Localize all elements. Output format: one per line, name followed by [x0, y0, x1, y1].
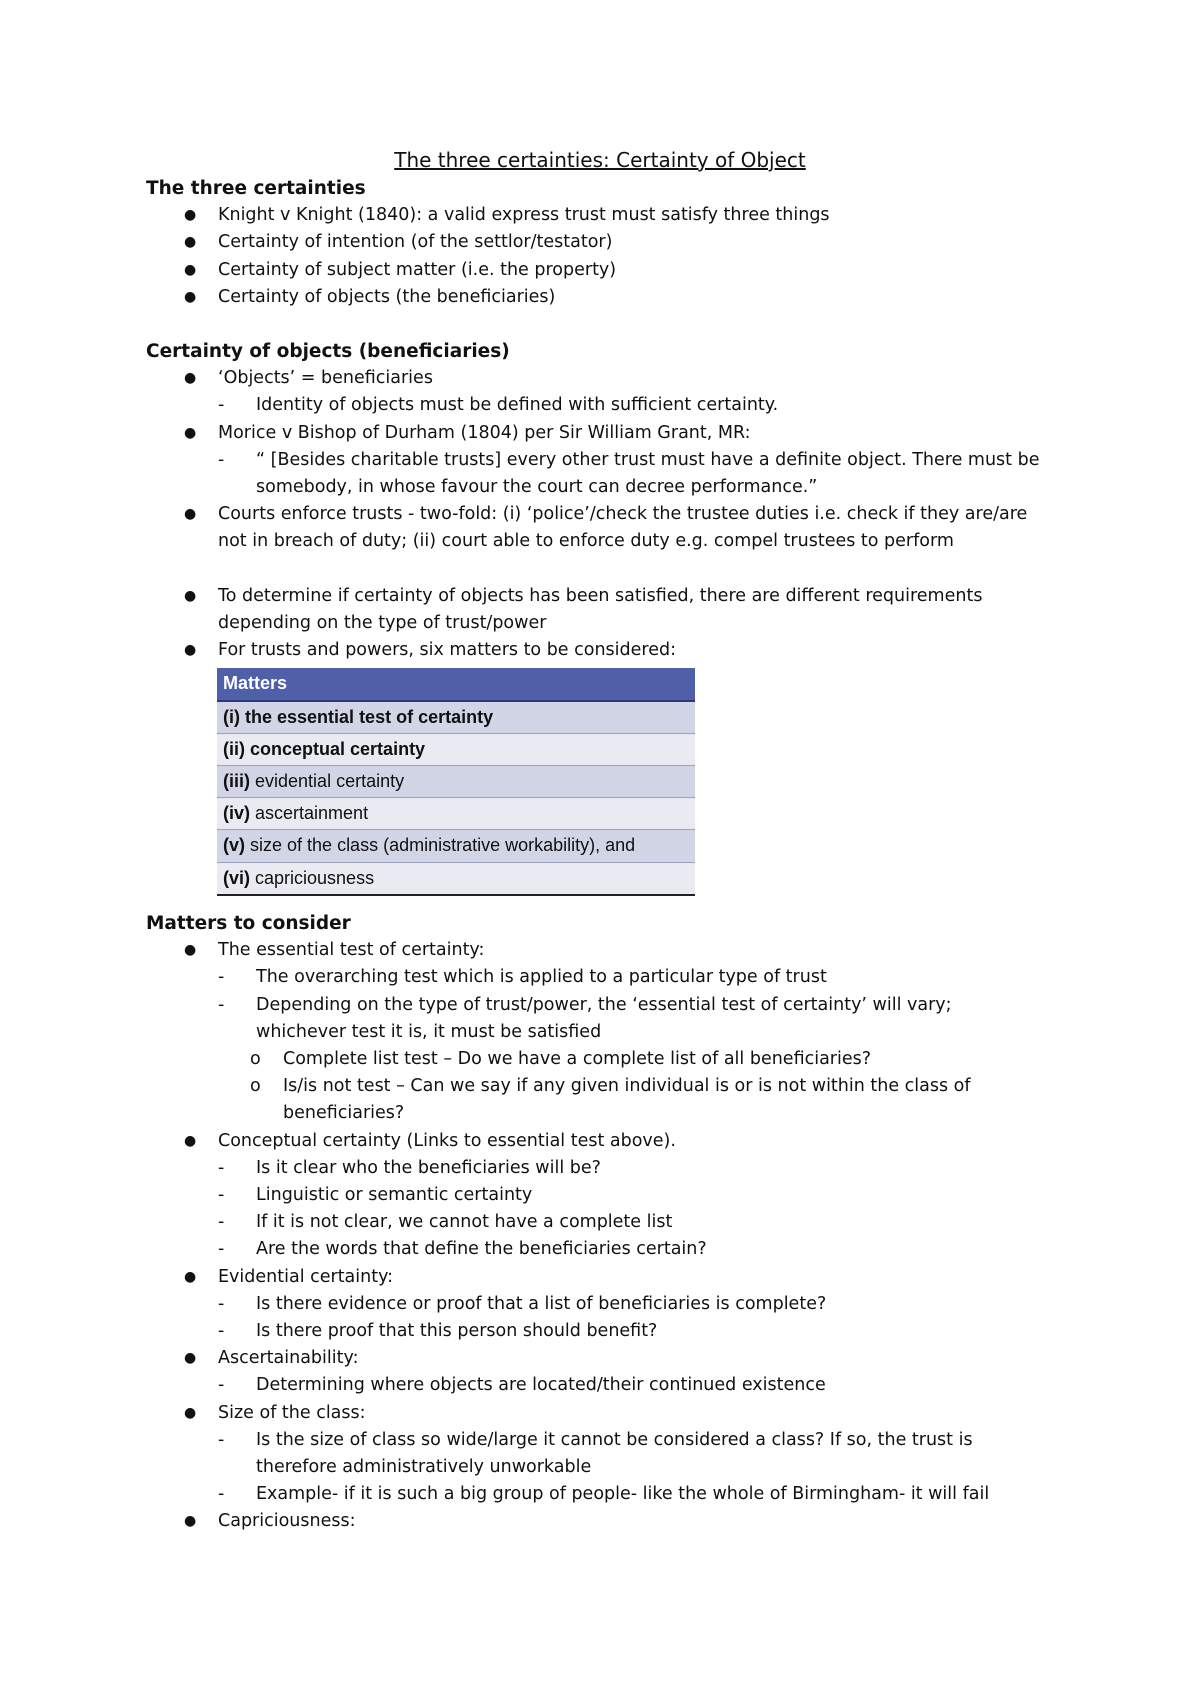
list-item: ● ‘Objects’ = beneficiaries [146, 365, 1076, 392]
table-cell: (v) size of the class (administrative workability), and [217, 830, 695, 862]
circle-bullet-icon: o [250, 1049, 261, 1070]
section-heading: Matters to consider [146, 913, 351, 934]
dash-icon: - [218, 1212, 225, 1233]
dash-icon: - [218, 1484, 225, 1505]
dash-icon: - [218, 1239, 225, 1260]
section-matters-to-consider [146, 910, 1076, 1536]
dash-icon: - [218, 1185, 225, 1206]
bullet-icon: ● [184, 587, 197, 604]
list-item: ● Conceptual certainty (Links to essential test above). [146, 1128, 1076, 1155]
list-subitem: - Are the words that define the beneficiaries certain? [146, 1236, 1076, 1263]
table-row [217, 798, 695, 830]
table-row [217, 733, 695, 765]
blank-line [146, 556, 1076, 583]
list-subitem: - The overarching test which is applied to a particular type of trust [146, 964, 1076, 991]
list-item: ● Capriciousness: [146, 1508, 1076, 1535]
list-subitem: - Identity of objects must be defined with sufficient certainty. [146, 392, 1076, 419]
list-subsubitem: o Is/is not test – Can we say if any given individual is or is not within the class of beneficiaries? [146, 1073, 1076, 1127]
section-certainty-of-objects [146, 338, 1076, 896]
section-three-certainties [146, 175, 1076, 311]
dash-icon: - [218, 1375, 225, 1396]
dash-icon: - [218, 395, 225, 416]
list-item: ● Courts enforce trusts - two-fold: (i) ‘police’/check the trustee duties i.e. check if they are/are not in breach of duty; (ii) court able to enforce duty e.g. compel trustees to perform [146, 501, 1076, 555]
dash-icon: - [218, 1157, 225, 1178]
bullet-list [146, 365, 1076, 664]
bullet-icon: ● [184, 261, 197, 278]
section-heading: Certainty of objects (beneficiaries) [146, 341, 510, 362]
list-item: ● The essential test of certainty: [146, 937, 1076, 964]
bullet-icon: ● [184, 506, 197, 523]
table-row [217, 830, 695, 862]
list-item: ● Size of the class: [146, 1400, 1076, 1427]
bullet-icon: ● [184, 288, 197, 305]
table-cell: (vi) capriciousness [217, 862, 695, 895]
bullet-list [146, 202, 1076, 311]
list-item: ● Evidential certainty: [146, 1264, 1076, 1291]
dash-icon: - [218, 1429, 225, 1450]
list-subitem: - Linguistic or semantic certainty [146, 1182, 1076, 1209]
dash-icon: - [218, 994, 225, 1015]
list-subitem: - Example- if it is such a big group of people- like the whole of Birmingham- it will fail [146, 1481, 1076, 1508]
bullet-icon: ● [184, 642, 197, 659]
list-subsubitem: o Complete list test – Do we have a complete list of all beneficiaries? [146, 1046, 1076, 1073]
list-subitem: - Is there proof that this person should benefit? [146, 1318, 1076, 1345]
matters-table-wrapper [217, 668, 695, 895]
list-item: ● Certainty of objects (the beneficiaries) [146, 284, 1076, 311]
dash-icon: - [218, 967, 225, 988]
list-item: ● To determine if certainty of objects has been satisfied, there are different requirements depending on the type of trust/power [146, 583, 1076, 637]
table-row [217, 766, 695, 798]
bullet-icon: ● [184, 207, 197, 224]
table-cell: (iv) ascertainment [217, 798, 695, 830]
list-subitem: - Is there evidence or proof that a list of beneficiaries is complete? [146, 1291, 1076, 1318]
circle-bullet-icon: o [250, 1076, 261, 1097]
list-subitem: - If it is not clear, we cannot have a complete list [146, 1209, 1076, 1236]
list-item: ● Certainty of intention (of the settlor/testator) [146, 229, 1076, 256]
list-subitem: - Determining where objects are located/their continued existence [146, 1372, 1076, 1399]
page-title: The three certainties: Certainty of Object [394, 148, 806, 172]
table-cell: (iii) evidential certainty [217, 766, 695, 798]
table-header: Matters [217, 668, 695, 700]
bullet-icon: ● [184, 1350, 197, 1367]
bullet-icon: ● [184, 370, 197, 387]
bullet-icon: ● [184, 1268, 197, 1285]
dash-icon: - [218, 449, 225, 470]
list-item: ● For trusts and powers, six matters to be considered: [146, 637, 1076, 664]
bullet-list [146, 937, 1076, 1535]
table-cell: (ii) conceptual certainty [217, 733, 695, 765]
list-subitem: - Is the size of class so wide/large it cannot be considered a class? If so, the trust is therefore administratively unworkable [146, 1427, 1076, 1481]
section-heading: The three certainties [146, 178, 366, 199]
list-item: ● Certainty of subject matter (i.e. the property) [146, 257, 1076, 284]
dash-icon: - [218, 1293, 225, 1314]
dash-icon: - [218, 1321, 225, 1342]
table-row [217, 701, 695, 734]
bullet-icon: ● [184, 424, 197, 441]
bullet-icon: ● [184, 1132, 197, 1149]
table-cell: (i) the essential test of certainty [217, 701, 695, 734]
matters-table [217, 668, 695, 895]
list-subitem: - Depending on the type of trust/power, the ‘essential test of certainty’ will vary; whichever test it is, it must be satisfied [146, 992, 1076, 1046]
table-row [217, 862, 695, 895]
list-subitem: - “ [Besides charitable trusts] every other trust must have a definite object. There must be somebody, in whose favour the court can decree performance.” [146, 447, 1076, 501]
list-item: ● Knight v Knight (1840): a valid express trust must satisfy three things [146, 202, 1076, 229]
list-subitem: - Is it clear who the beneficiaries will be? [146, 1155, 1076, 1182]
bullet-icon: ● [184, 1404, 197, 1421]
list-item: ● Ascertainability: [146, 1345, 1076, 1372]
list-item: ● Morice v Bishop of Durham (1804) per Sir William Grant, MR: [146, 420, 1076, 447]
bullet-icon: ● [184, 234, 197, 251]
bullet-icon: ● [184, 942, 197, 959]
bullet-icon: ● [184, 1513, 197, 1530]
